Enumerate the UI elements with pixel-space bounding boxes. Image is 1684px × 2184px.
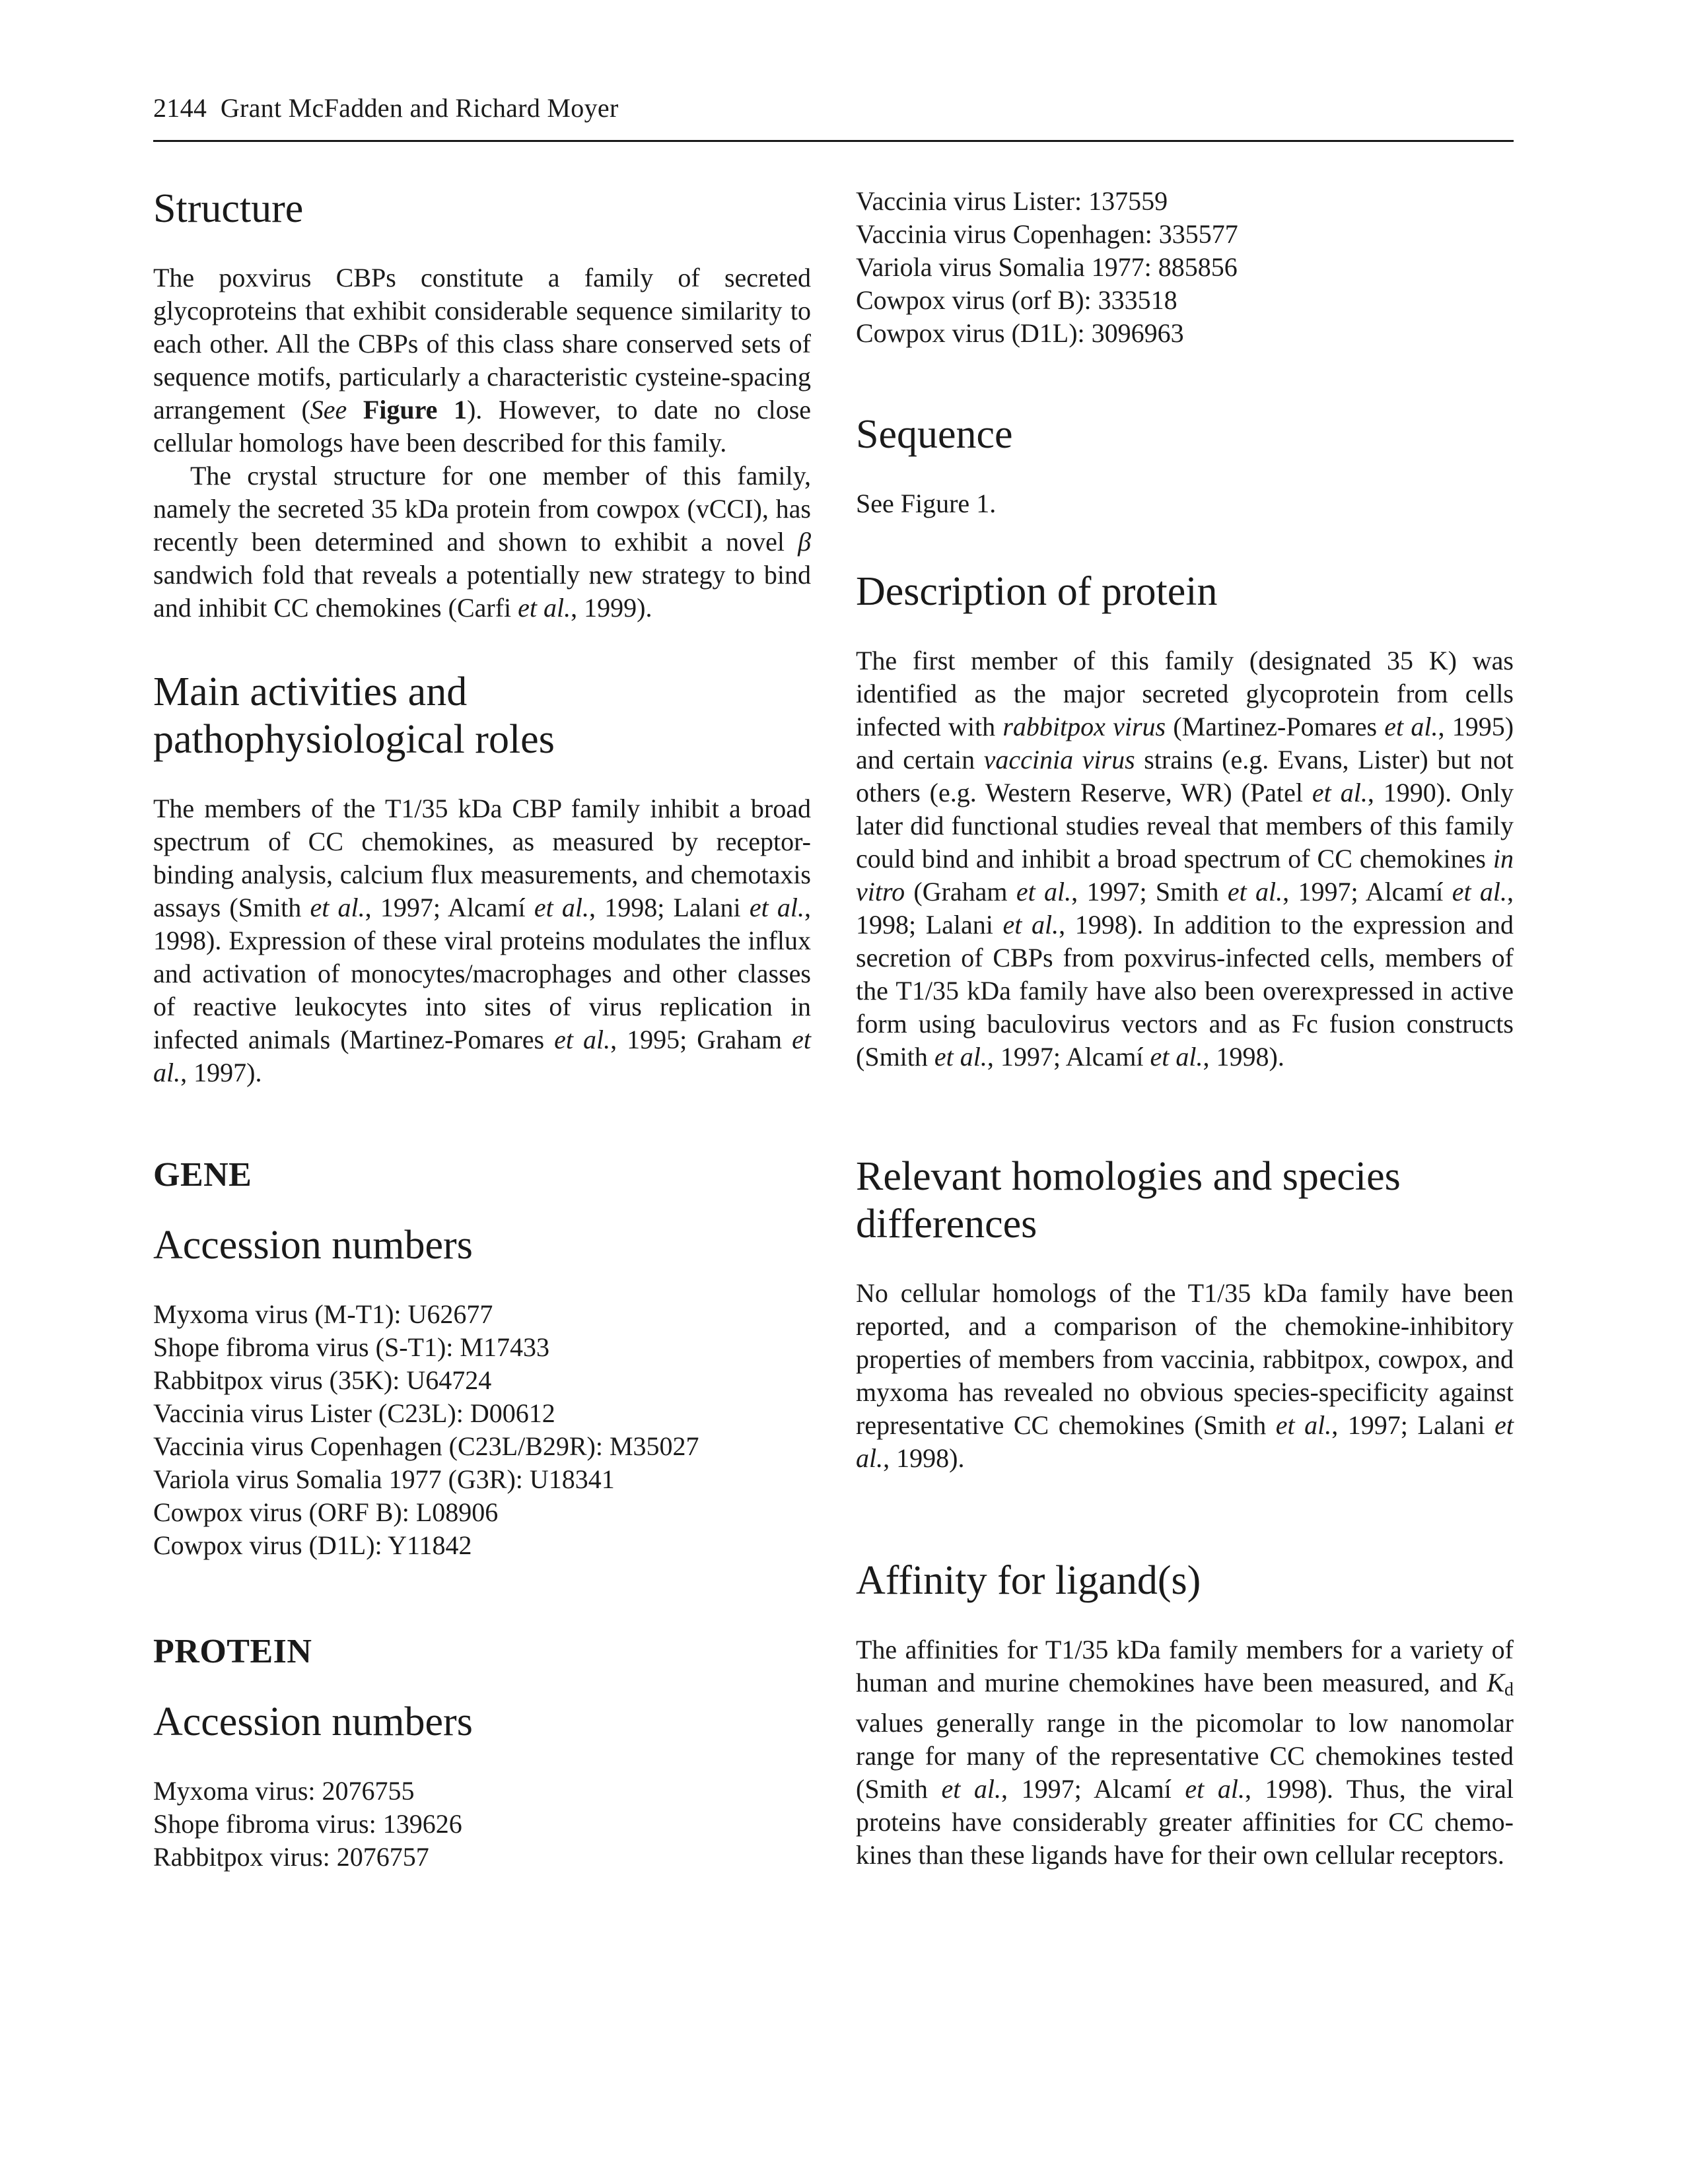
list-item: Cowpox virus (ORF B): L08906 [153,1497,499,1527]
sequence-heading: Sequence [856,412,1013,457]
gene-accession-list [153,1298,811,1562]
running-header [153,90,1514,127]
list-item: Variola virus Somalia 1977: 885856 [856,252,1238,282]
list-item: Cowpox virus (orf B): 333518 [856,285,1177,315]
list-item: Shope fibroma virus (S-T1): M17433 [153,1332,549,1362]
gene-heading: GENE [153,1156,252,1194]
protein-heading: PROTEIN [153,1633,312,1670]
left-column [153,185,811,1874]
list-item: Myxoma virus: 2076755 [153,1776,415,1806]
list-item: Myxoma virus (M-T1): U62677 [153,1299,493,1329]
header-authors: Grant McFadden and Richard Moyer [220,93,619,123]
list-item: Vaccinia virus Lister: 137559 [856,186,1168,216]
protein-accession-heading: Accession numbers [153,1699,473,1744]
homologies-heading: Relevant homologies and species differences [856,1154,1401,1246]
affinity-heading: Affinity for ligand(s) [856,1558,1201,1603]
structure-paragraph-2: The crystal structure for one member of this family, namely the secreted 35 kDa protein from cowpox (vCCI), has recently been determined and shown to exhibit a novel β sandwich fold that reveals a potentially new strategy to bind and inhibit CC chemokines (Carfi et al., 1999). [153,461,811,623]
gene-accession-heading: Accession numbers [153,1223,473,1268]
protein-accession-list [153,1775,811,1874]
list-item: Cowpox virus (D1L): 3096963 [856,318,1184,348]
list-item: Rabbitpox virus (35K): U64724 [153,1365,492,1395]
description-paragraph: The first member of this family (designated 35 K) was identified as the major secreted glycoprotein from cells infected with rabbitpox virus (Martinez-Pomares et al., 1995) and certain vaccinia virus strains (e.g. Evans, Lister) but not others (e.g. Western Reserve, WR) (Patel et al., 1990). Only later did functional studies reveal that members of this family could bind and inhibit a broad spectrum of CC chemokines in vitro (Graham et al., 1997; Smith et al., 1997; Alcamí et al., 1998; Lalani et al., 1998). In addition to the expression and secretion of CBPs from poxvirus-infected cells, members of the T1/35 kDa family have also been overexpressed in active form using baculovirus vectors and as Fc fusion constructs (Smith et al., 1997; Alcamí et al., 1998). [856,646,1514,1072]
page-number: 2144 [153,93,207,123]
list-item: Vaccinia virus Copenhagen: 335577 [856,219,1238,249]
list-item: Shope fibroma virus: 139626 [153,1809,462,1839]
header-rule [153,140,1514,142]
structure-heading: Structure [153,186,304,231]
list-item: Rabbitpox virus: 2076757 [153,1842,429,1872]
right-column [856,185,1514,1872]
sequence-text: See Figure 1. [856,489,997,518]
activities-heading: Main activities and pathophysiological roles [153,669,555,762]
figure-1-link[interactable]: Figure 1 [363,395,467,425]
structure-paragraph-1: The poxvirus CBPs constitute a family of secreted glycoproteins that exhibit considerable sequence similarity to each other. All the CBPs of this class share conserved sets of sequence motifs, particularly a characteristic cysteine-spacing arrangement (See Figure 1). However, to date no close cellular homologs have been described for this family. [153,263,812,458]
list-item: Vaccinia virus Lister (C23L): D00612 [153,1398,555,1428]
list-item: Cowpox virus (D1L): Y11842 [153,1530,472,1560]
protein-accession-list-continued [856,185,1514,350]
affinity-paragraph: The affinities for T1/35 kDa family members for a variety of human and murine chemokines have been measured, and $K_d$ values generally range in the picomolar to low nanomolar range for many of the representative CC chemokines tested (Smith et al., 1997; Alcamí et al., 1998). Thus, the viral proteins have considerably greater affinities for CC chemokines than these ligands have for their own cellular receptors. [856,1635,1514,1870]
description-heading: Description of protein [856,569,1218,614]
homologies-paragraph: No cellular homologs of the T1/35 kDa family have been reported, and a comparison of the chemokine-inhibitory properties of members from vaccinia, rabbitpox, cowpox, and myxoma has revealed no obvious species-specificity against representative CC chemokines (Smith et al., 1997; Lalani et al., 1998). [856,1278,1514,1473]
activities-paragraph: The members of the T1/35 kDa CBP family inhibit a broad spectrum of CC chemokines, as measured by receptor-binding analysis, calcium flux measurements, and chemotaxis assays (Smith et al., 1997; Alcamí et al., 1998; Lalani et al., 1998). Expression of these viral proteins modulates the influx and activation of monocytes/macrophages and other classes of reactive leukocytes into sites of virus replication in infected animals (Martinez-Pomares et al., 1995; Graham et al., 1997). [153,794,812,1087]
list-item: Vaccinia virus Copenhagen (C23L/B29R): M35027 [153,1431,699,1461]
list-item: Variola virus Somalia 1977 (G3R): U18341 [153,1464,615,1494]
